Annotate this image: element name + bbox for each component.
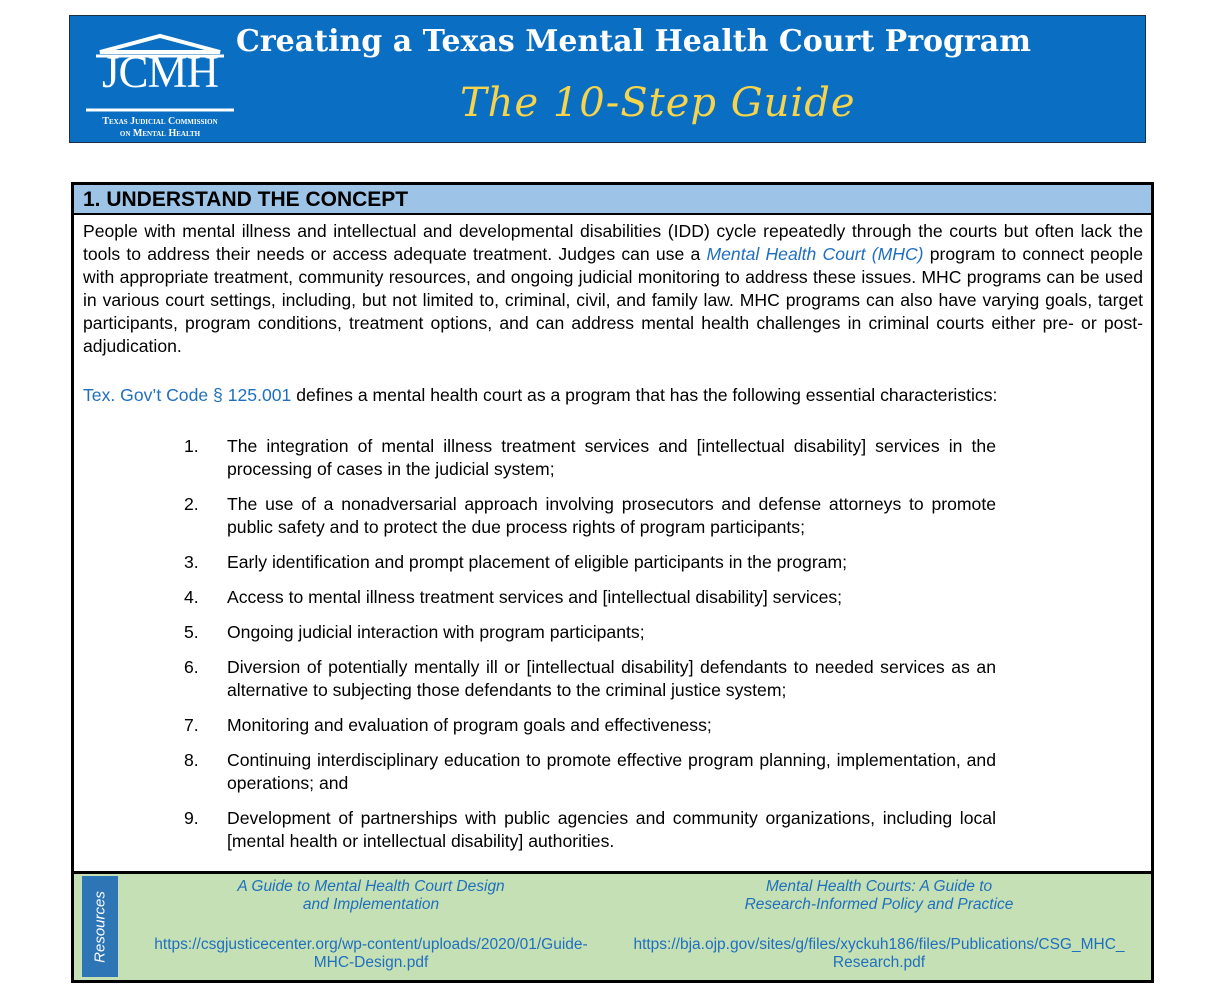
resources-label: Resources	[82, 876, 118, 977]
logo-subtitle: Texas Judicial Commission on Mental Health	[102, 116, 218, 139]
mhc-link[interactable]: Mental Health Court (MHC)	[706, 244, 924, 264]
list-item: 9. Development of partnerships with public agencies and community organizations, including local [mental health or intellectual disability] authorities.	[184, 808, 996, 851]
resource-research-guide[interactable]	[614, 878, 1144, 972]
list-item: 1. The integration of mental illness treatment services and [intellectual disability] services in the processing of cases in the judicial system;	[184, 436, 996, 479]
gov-code-link[interactable]: Tex. Gov’t Code § 125.001	[83, 385, 292, 405]
resource-title: Mental Health Courts: A Guide to Research-Informed Policy and Practice	[744, 878, 1014, 913]
resource-url[interactable]: https://bja.ojp.gov/sites/g/files/xyckuh186/files/Publications/CSG_MHC_ Research.pdf	[633, 936, 1125, 971]
list-item: 8. Continuing interdisciplinary education to promote effective program planning, implementation, and operations; and	[184, 750, 996, 793]
characteristics-list	[184, 435, 996, 865]
list-item: 6. Diversion of potentially mentally ill or [intellectual disability] defendants to needed services as an alternative to subjecting those defendants to the criminal justice system;	[184, 657, 996, 700]
list-item: 5. Ongoing judicial interaction with program participants;	[184, 622, 645, 642]
section-heading: 1. UNDERSTAND THE CONCEPT	[74, 185, 1151, 215]
page-subtitle: The 10-Step Guide	[460, 80, 856, 126]
resource-mhc-design[interactable]	[136, 878, 606, 972]
header-banner	[69, 15, 1146, 143]
jcmh-logo	[82, 30, 238, 139]
resource-url[interactable]: https://csgjusticecenter.org/wp-content/uploads/2020/01/Guide- MHC-Design.pdf	[154, 936, 588, 971]
list-item: 3. Early identification and prompt placement of eligible participants in the program;	[184, 552, 848, 572]
gov-code-paragraph: Tex. Gov’t Code § 125.001 defines a mental health court as a program that has the following essential characteristics:	[83, 385, 998, 405]
page-title: Creating a Texas Mental Health Court Program	[236, 24, 1031, 59]
resource-title: A Guide to Mental Health Court Design and Implementation	[237, 878, 505, 913]
concept-section	[71, 182, 1154, 983]
intro-paragraph: People with mental illness and intellectual and developmental disabilities (IDD) cycle repeatedly through the courts but often lack the tools to address their needs or access adequate treatment. Judges can use a Mental Health Court (MHC) program to connect people with appropriate treatment, community resources, and ongoing judicial monitoring to address these issues. MHC programs can be used in various court settings, including, but not limited to, criminal, civil, and family law. MHC programs can also have varying goals, target participants, program conditions, treatment options, and can address mental health challenges in criminal courts either pre- or post-adjudication.	[83, 221, 1143, 356]
list-item: 4. Access to mental illness treatment services and [intellectual disability] services;	[184, 587, 843, 607]
list-item: 2. The use of a nonadversarial approach involving prosecutors and defense attorneys to promote public safety and to protect the due process rights of program participants;	[184, 494, 996, 537]
list-item: 7. Monitoring and evaluation of program goals and effectiveness;	[184, 715, 712, 735]
resources-panel	[74, 871, 1151, 980]
logo-text: JCMH	[101, 47, 219, 97]
